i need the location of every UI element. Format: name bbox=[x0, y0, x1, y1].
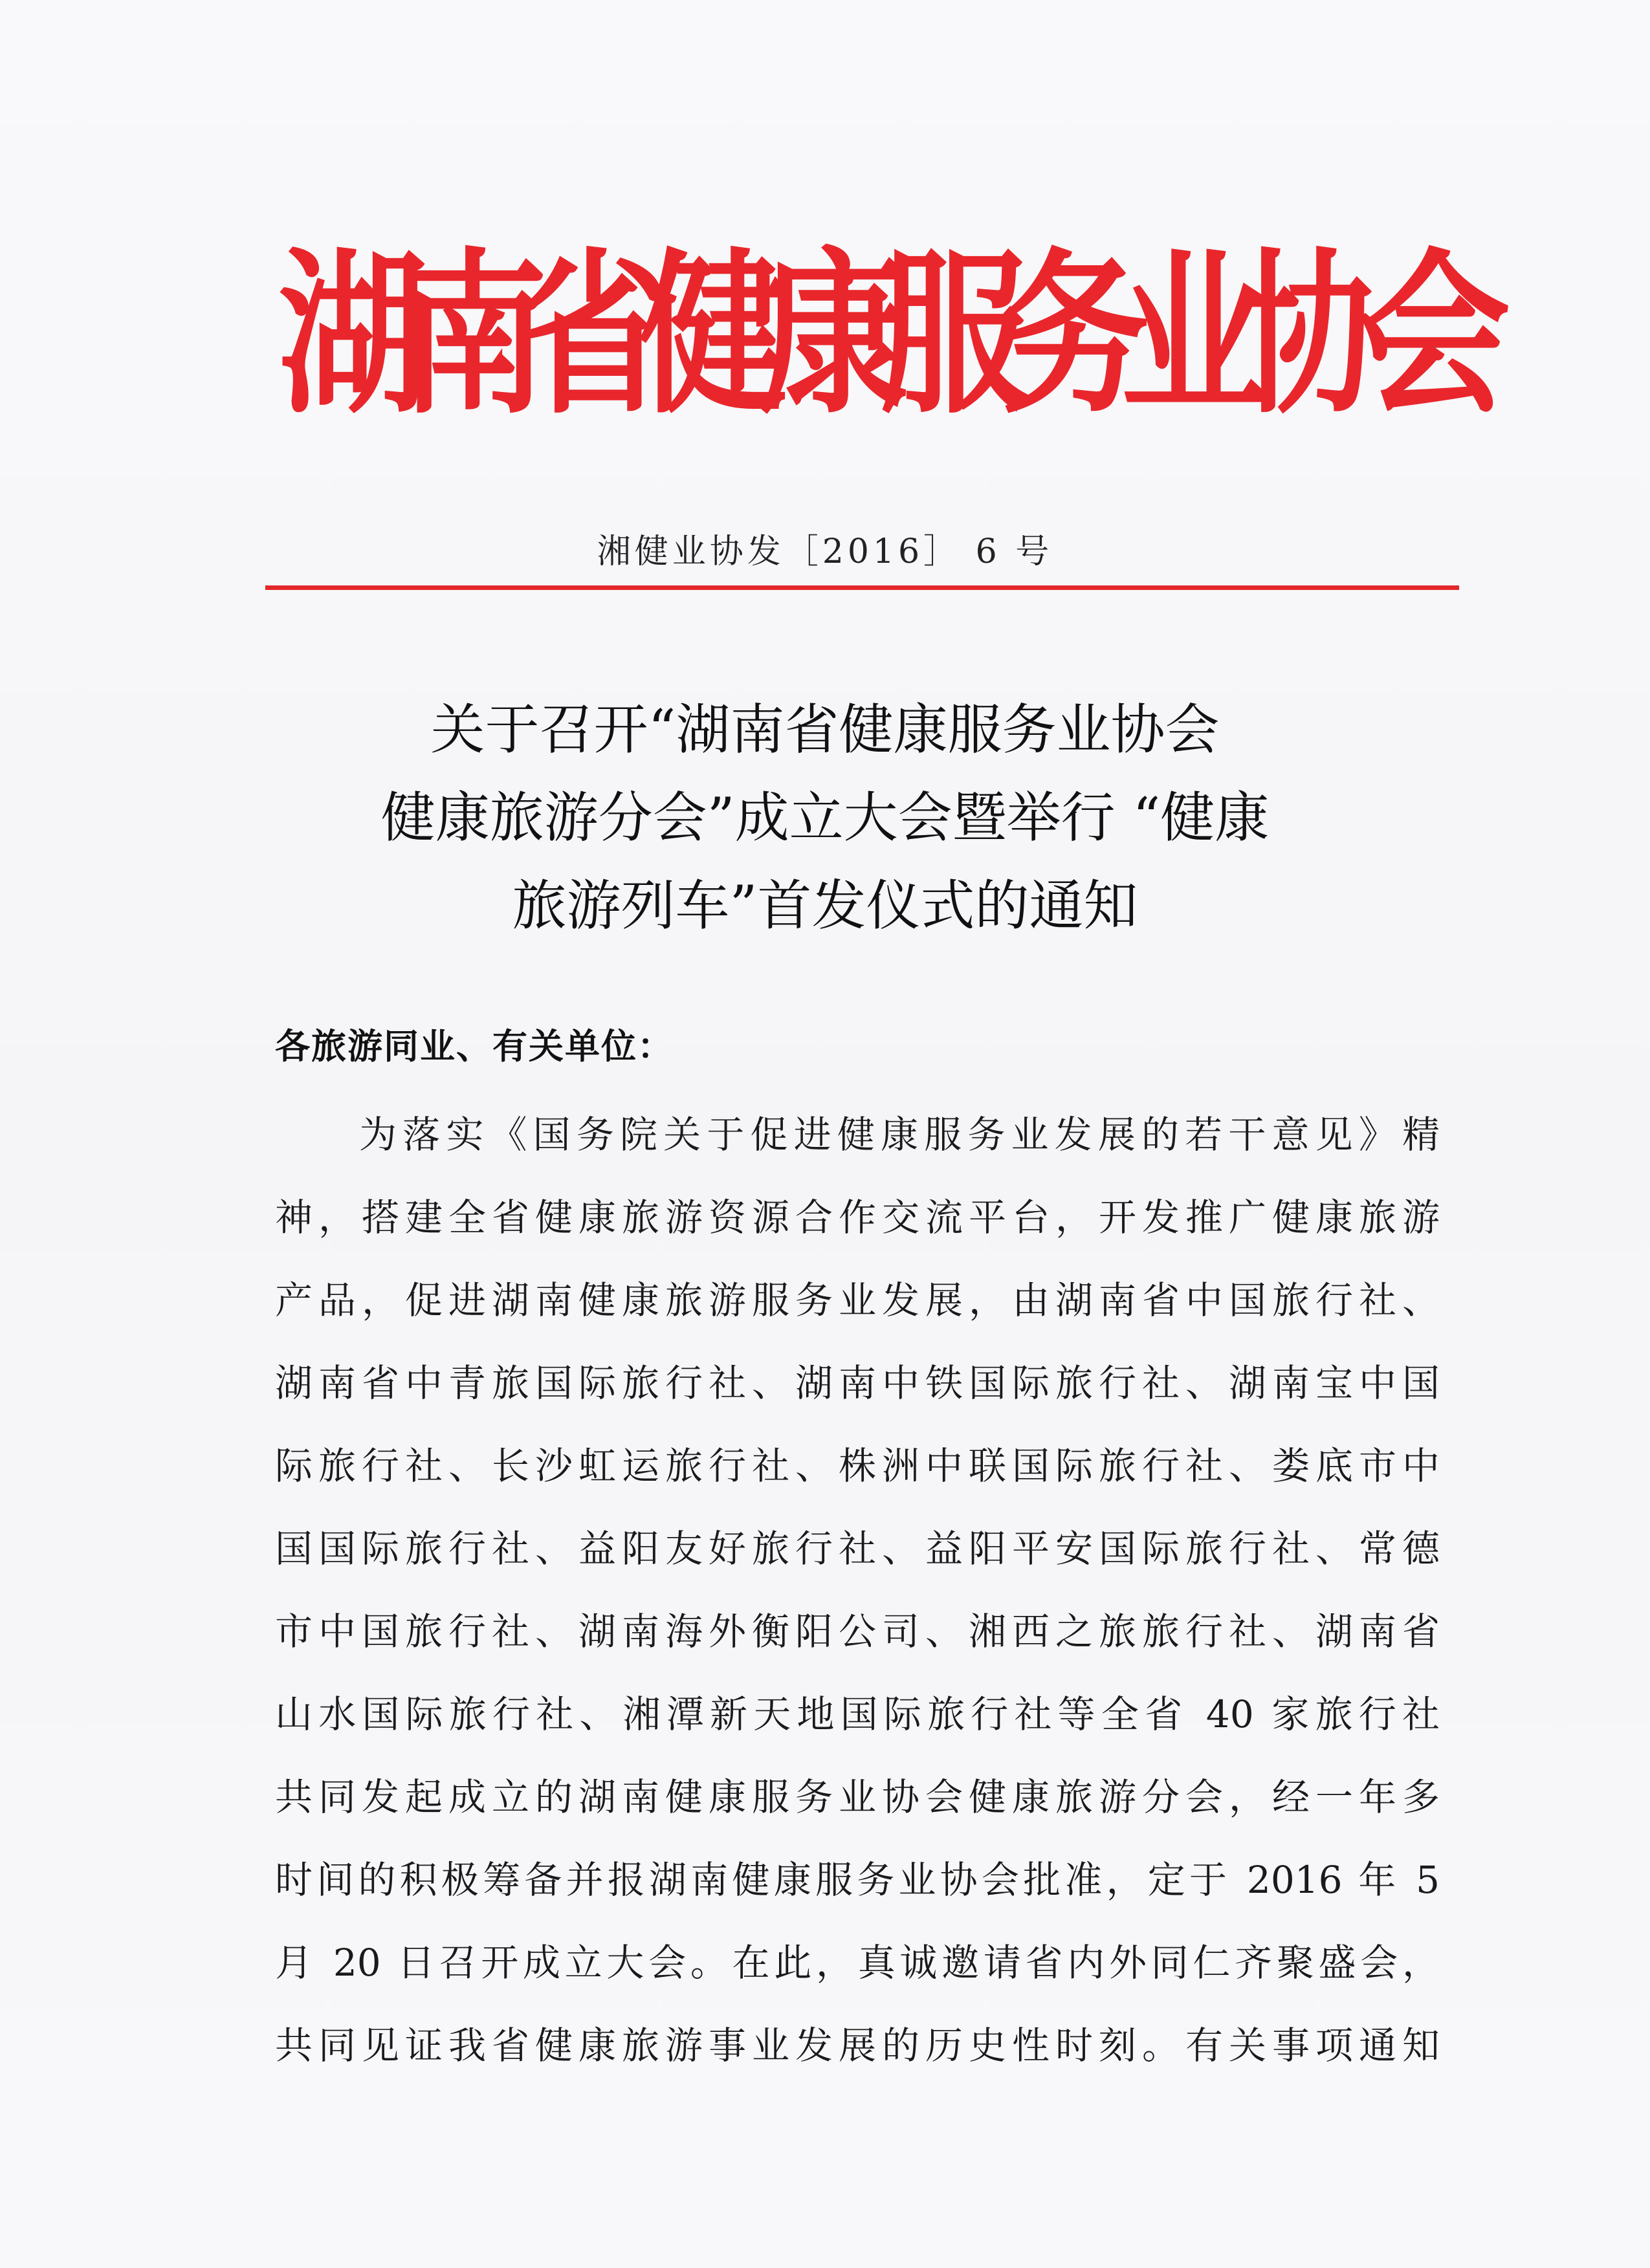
letterhead-char: 会 bbox=[1361, 234, 1511, 438]
letterhead-char: 湖 bbox=[278, 234, 428, 438]
body-line: 湖南省中青旅国际旅行社、湖南中铁国际旅行社、湖南宝中国 bbox=[275, 1361, 1440, 1405]
letterhead-char: 协 bbox=[1241, 234, 1391, 438]
body-line: 山水国际旅行社、湘潭新天地国际旅行社等全省 40 家旅行社 bbox=[275, 1692, 1440, 1736]
body-line: 国国际旅行社、益阳友好旅行社、益阳平安国际旅行社、常德 bbox=[275, 1527, 1440, 1571]
body-line: 共同见证我省健康旅游事业发展的历史性时刻。有关事项通知 bbox=[275, 2023, 1440, 2067]
body-line: 产品，促进湖南健康旅游服务业发展，由湖南省中国旅行社、 bbox=[275, 1278, 1440, 1322]
body-line: 为落实《国务院关于促进健康服务业发展的若干意见》精 bbox=[359, 1113, 1440, 1157]
letterhead-char: 南 bbox=[399, 234, 548, 438]
letterhead-char: 康 bbox=[760, 234, 909, 438]
red-divider-line bbox=[265, 585, 1459, 590]
title-line: 健康旅游分会”成立大会暨举行 “健康 bbox=[380, 786, 1270, 849]
letterhead-title bbox=[278, 210, 1511, 462]
body-line: 时间的积极筹备并报湖南健康服务业协会批准，定于 2016 年 5 bbox=[275, 1858, 1440, 1902]
title-line: 旅游列车”首发仪式的通知 bbox=[512, 874, 1138, 937]
body-line: 际旅行社、长沙虹运旅行社、株洲中联国际旅行社、娄底市中 bbox=[275, 1444, 1440, 1488]
body-line: 共同发起成立的湖南健康服务业协会健康旅游分会，经一年多 bbox=[275, 1775, 1440, 1819]
body-paragraph bbox=[275, 1093, 1440, 2087]
body-line: 月 20 日召开成立大会。在此，真诚邀请省内外同仁齐聚盛会， bbox=[275, 1941, 1440, 1985]
body-line: 市中国旅行社、湖南海外衡阳公司、湘西之旅旅行社、湖南省 bbox=[275, 1609, 1440, 1653]
letterhead-char: 业 bbox=[1121, 234, 1270, 438]
letterhead-char: 服 bbox=[880, 234, 1029, 438]
document-number: 湘健业协发［2016］ 6 号 bbox=[597, 532, 1053, 571]
letterhead-char: 健 bbox=[639, 234, 789, 438]
letterhead-char: 务 bbox=[1000, 234, 1150, 438]
salutation: 各旅游同业、有关单位： bbox=[275, 1026, 674, 1067]
body-line: 神，搭建全省健康旅游资源合作交流平台，开发推广健康旅游 bbox=[275, 1195, 1440, 1239]
letterhead-char: 省 bbox=[519, 234, 668, 438]
notice-title bbox=[259, 686, 1391, 950]
title-line: 关于召开“湖南省健康服务业协会 bbox=[430, 698, 1220, 761]
